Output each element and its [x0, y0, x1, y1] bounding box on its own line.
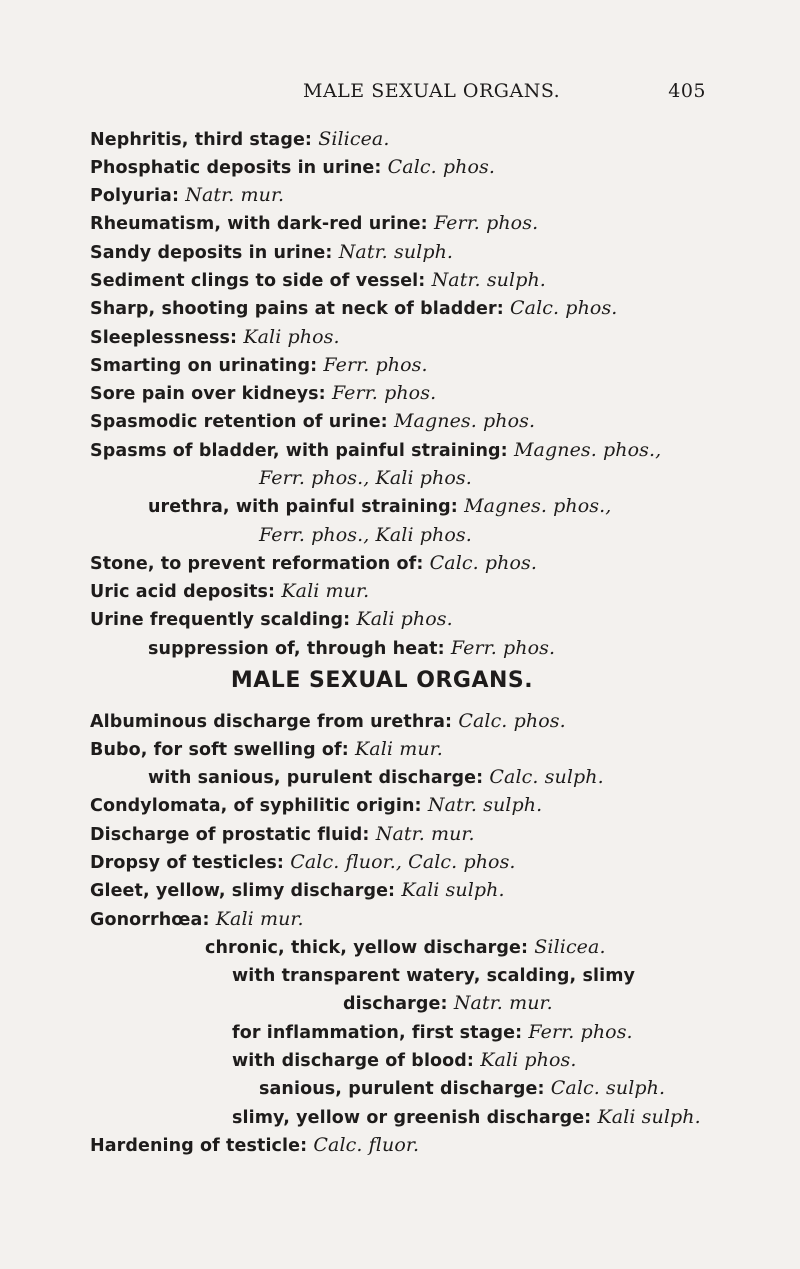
entry-subline: with transparent watery, scalding, slimy [232, 966, 636, 986]
entry-subline: sanious, purulent discharge: Calc. sulph. [259, 1077, 666, 1099]
entry-line: Sandy deposits in urine: Natr. sulph. [90, 241, 454, 263]
entry-line: Polyuria: Natr. mur. [90, 184, 285, 206]
entry-line: Sediment clings to side of vessel: Natr. sulph. [90, 269, 546, 291]
entry-line: Sharp, shooting pains at neck of bladder: Calc. phos. [90, 297, 618, 319]
entry-line: Condylomata, of syphilitic origin: Natr. sulph. [90, 794, 543, 816]
entry-line: Hardening of testicle: Calc. fluor. [90, 1134, 420, 1156]
entry-subline: slimy, yellow or greenish discharge: Kali sulph. [232, 1106, 701, 1128]
entry-continuation: discharge: Natr. mur. [343, 992, 553, 1014]
entry-subline: chronic, thick, yellow discharge: Silicea. [205, 936, 606, 958]
entry-line: Gleet, yellow, slimy discharge: Kali sulph. [90, 879, 505, 901]
entry-line: Gonorrhœa: Kali mur. [90, 908, 304, 930]
entry-line: Smarting on urinating: Ferr. phos. [90, 354, 428, 376]
entry-line: Uric acid deposits: Kali mur. [90, 580, 370, 602]
entry-subline: for inflammation, first stage: Ferr. phos. [232, 1021, 633, 1043]
entry-line: Dropsy of testicles: Calc. fluor., Calc. phos. [90, 851, 516, 873]
entry-subline: urethra, with painful straining: Magnes. phos., [148, 495, 612, 517]
entry-line: Sore pain over kidneys: Ferr. phos. [90, 382, 437, 404]
entry-line: Phosphatic deposits in urine: Calc. phos. [90, 156, 496, 178]
entry-line: Urine frequently scalding: Kali phos. [90, 608, 453, 630]
entry-line: Spasmodic retention of urine: Magnes. phos. [90, 410, 536, 432]
entry-subline: with sanious, purulent discharge: Calc. sulph. [148, 766, 604, 788]
entry-line: Spasms of bladder, with painful straining: Magnes. phos., [90, 439, 662, 461]
entry-subline: with discharge of blood: Kali phos. [232, 1049, 577, 1071]
entry-line: Albuminous discharge from urethra: Calc. phos. [90, 710, 566, 732]
entry-line: Sleeplessness: Kali phos. [90, 326, 340, 348]
entry-line: Nephritis, third stage: Silicea. [90, 128, 390, 150]
entry-line: Stone, to prevent reformation of: Calc. phos. [90, 552, 538, 574]
running-title: MALE SEXUAL ORGANS. [303, 80, 561, 102]
entry-line: Discharge of prostatic fluid: Natr. mur. [90, 823, 475, 845]
page-number: 405 [668, 80, 706, 102]
entry-subline: suppression of, through heat: Ferr. phos. [148, 637, 556, 659]
entry-line: Rheumatism, with dark-red urine: Ferr. phos. [90, 212, 539, 234]
entry-continuation: Ferr. phos., Kali phos. [259, 467, 472, 489]
entry-continuation: Ferr. phos., Kali phos. [259, 524, 472, 546]
entry-line: Bubo, for soft swelling of: Kali mur. [90, 738, 443, 760]
section-heading: MALE SEXUAL ORGANS. [230, 668, 534, 693]
